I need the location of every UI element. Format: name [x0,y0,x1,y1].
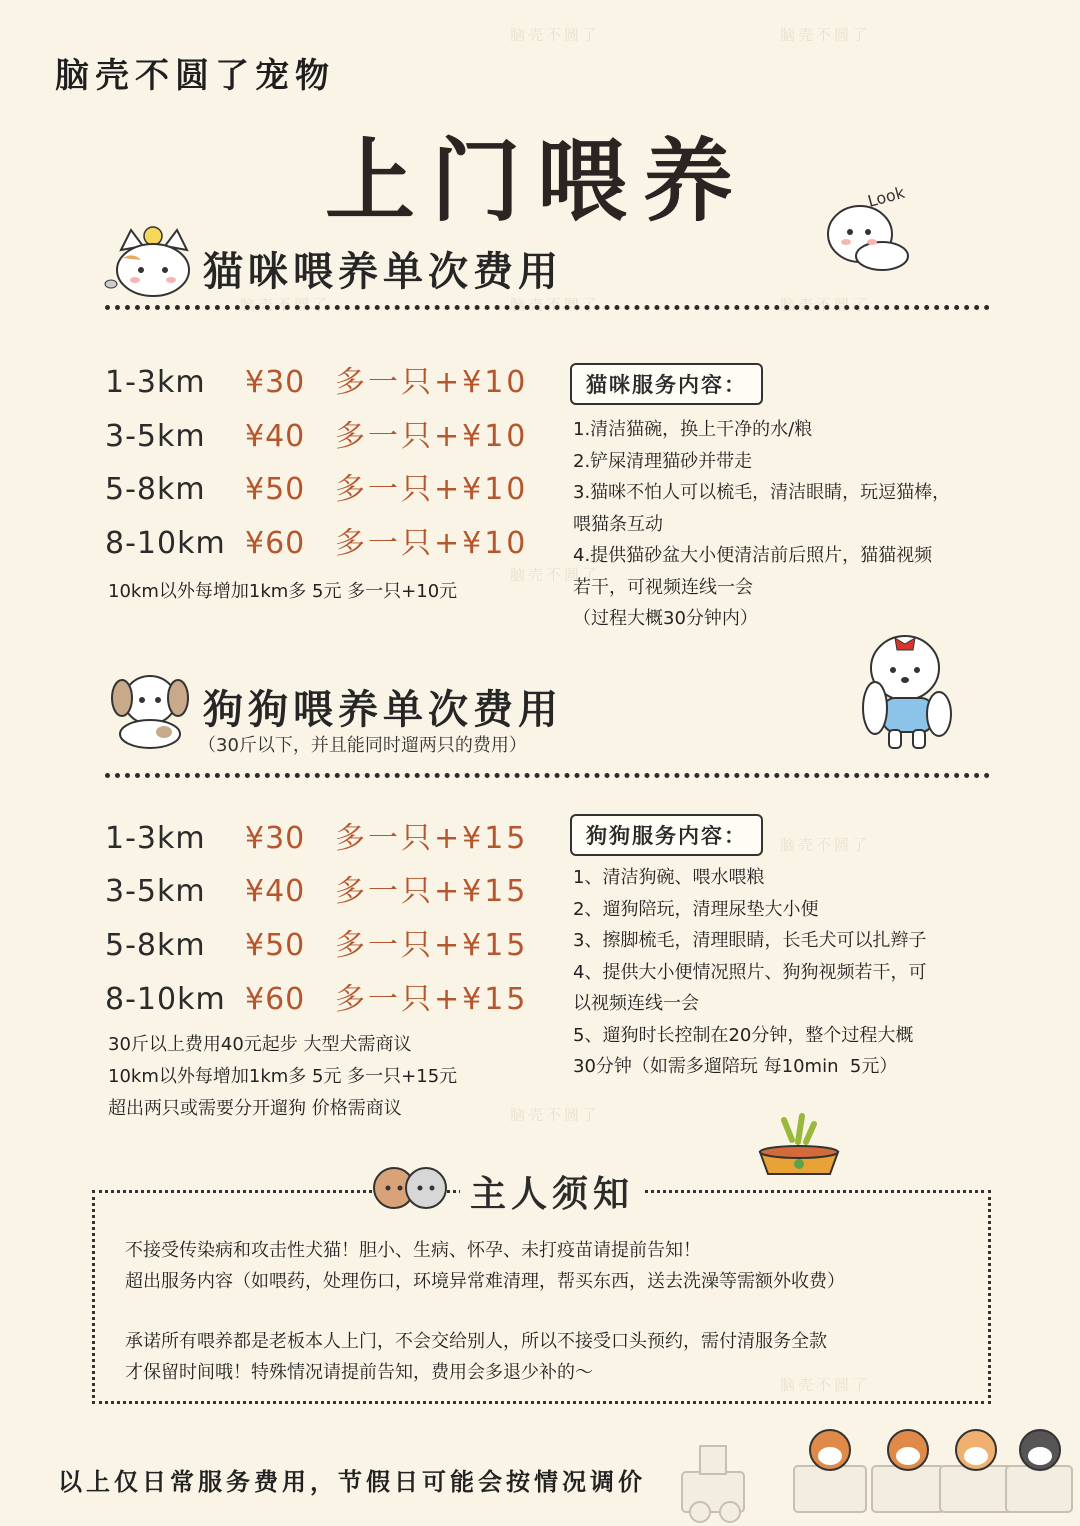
brand-name: 脑壳不圆了宠物 [55,56,335,96]
service-item: （过程大概30分钟内） [573,608,758,629]
service-item: 5、遛狗时长控制在20分钟，整个过程大概 [573,1024,914,1046]
price: ¥60 [245,982,306,1017]
watermark: 脑壳不圆了 [510,1106,601,1124]
dog-section-subtitle: （30斤以下，并且能同时遛两只的费用） [198,735,527,756]
cat-dog-pair-icon [370,1158,450,1214]
cat-section-title: 猫咪喂养单次费用 [203,249,563,295]
watermark: 脑壳不圆了 [780,1376,871,1394]
watermark: 脑壳不圆了 [510,26,601,44]
watermark: 脑壳不圆了 [780,26,871,44]
dog-icon [108,668,190,750]
extra-pet-price: 多一只+¥10 [335,365,529,400]
cat-price-row [105,518,529,561]
extra-pet-price: 多一只+¥15 [335,821,529,856]
extra-pet-price: 多一只+¥15 [335,928,529,963]
price: ¥50 [245,928,306,963]
dog-train-illustration [676,1420,1076,1520]
dog-price-row [105,813,529,856]
distance: 8-10km [105,526,226,561]
watermark: 脑壳不圆了 [240,296,331,314]
service-item: 4、提供大小便情况照片、狗狗视频若干，可 [573,961,927,983]
cat-service-list [573,414,1013,635]
divider [105,305,990,310]
cat-price-row [105,464,529,507]
notice-line: 超出服务内容（如喂药，处理伤口，环境异常难清理，帮买东西，送去洗澡等需额外收费） [125,1271,845,1292]
dog-service-title: 狗狗服务内容： [570,814,763,856]
extra-pet-price: 多一只+¥10 [335,472,529,507]
puppy-look-illustration [820,182,920,276]
footer-note: 以上仅日常服务费用，节假日可能会按情况调价 [58,1468,646,1496]
distance: 1-3km [105,365,206,400]
service-item: 1、清洁狗碗、喂水喂粮 [573,867,765,888]
watermark: 脑壳不圆了 [780,296,871,314]
notice-line: 才保留时间哦！特殊情况请提前告知，费用会多退少补的～ [125,1362,593,1383]
distance: 3-5km [105,874,206,909]
notice-title: 主人须知 [460,1166,644,1217]
dog-section-title: 狗狗喂养单次费用 [203,687,563,733]
notice-line: 承诺所有喂养都是老板本人上门，不会交给别人，所以不接受口头预约，需付清服务全款 [125,1331,827,1352]
dog-service-list [573,862,1013,1083]
food-bowl-illustration [756,1112,842,1180]
extra-pet-price: 多一只+¥10 [335,419,529,454]
distance: 8-10km [105,982,226,1017]
cat-price-row [105,357,529,400]
page-title: 上门喂养 [325,129,749,234]
dog-extra-note: 10km以外每增加1km多 5元 多一只+15元 [108,1066,458,1087]
extra-pet-price: 多一只+¥15 [335,982,529,1017]
price: ¥40 [245,419,306,454]
distance: 1-3km [105,821,206,856]
price: ¥40 [245,874,306,909]
fluffy-dog-illustration [855,628,955,752]
service-item: 以视频连线一会 [573,993,699,1014]
watermark: 脑壳不圆了 [510,566,601,584]
dog-extra-note: 30斤以上费用40元起步 大型犬需商议 [108,1034,412,1055]
distance: 5-8km [105,472,206,507]
watermark: 脑壳不圆了 [780,836,871,854]
dog-extra-note: 超出两只或需要分开遛狗 价格需商议 [108,1098,402,1119]
extra-pet-price: 多一只+¥10 [335,526,529,561]
service-item: 若干，可视频连线一会 [573,576,753,598]
cat-extra-note: 10km以外每增加1km多 5元 多一只+10元 [108,581,458,602]
price: ¥30 [245,365,306,400]
look-label: Look [865,182,907,211]
distance: 5-8km [105,928,206,963]
service-item: 喂猫条互动 [573,513,663,535]
divider [105,773,990,778]
service-item: 3.猫咪不怕人可以梳毛，清洁眼睛，玩逗猫棒， [573,482,951,503]
service-item: 2.铲屎清理猫砂并带走 [573,450,753,472]
service-item: 4.提供猫砂盆大小便清洁前后照片，猫猫视频 [573,545,933,566]
distance: 3-5km [105,419,206,454]
watermark: 脑壳不圆了 [510,296,601,314]
dog-price-row [105,920,529,963]
service-item: 2、遛狗陪玩，清理尿垫大小便 [573,898,819,920]
extra-pet-price: 多一只+¥15 [335,874,529,909]
dog-price-row [105,974,529,1017]
notice-line: 不接受传染病和攻击性犬猫！胆小、生病、怀孕、未打疫苗请提前告知！ [125,1240,701,1261]
price: ¥60 [245,526,306,561]
cat-price-row [105,411,529,454]
service-item: 3、擦脚梳毛，清理眼睛，长毛犬可以扎辫子 [573,930,927,951]
cat-icon [103,222,193,300]
dog-price-row [105,866,529,909]
service-item: 30分钟（如需多遛陪玩 每10min 5元） [573,1056,898,1077]
price: ¥30 [245,821,306,856]
price: ¥50 [245,472,306,507]
cat-service-title: 猫咪服务内容： [570,363,763,405]
service-item: 1.清洁猫碗，换上干净的水/粮 [573,419,813,440]
